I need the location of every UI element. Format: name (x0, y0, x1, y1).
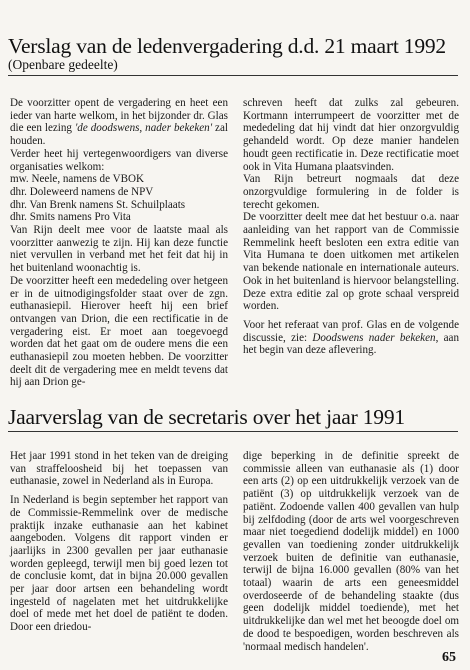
page-number: 65 (442, 650, 456, 665)
paragraph: dhr. Smits namens Pro Vita (10, 211, 131, 224)
article1-subtitle: (Openbare gedeelte) (8, 57, 118, 72)
paragraph: De voorzitter deelt mee dat het bestuur o.a. naar aanleiding van het rapport van de Commissie Remmelink heeft besloten een extra editie van Vita Humana te doen uitkomen met artikelen van bekende nationale en internationale auteurs. Ook in het buitenland is hiervoor belangstelling. Deze extra editie zal op grote schaal verspreid worden. (243, 211, 459, 313)
article2-title: Jaarverslag van de secretaris over het jaar 1991 (8, 405, 405, 429)
paragraph: Van Rijn deelt mee voor de laatste maal als voorzitter aanwezig te zijn. Hij kan deze functie niet vervullen in verband met het feit dat hij in het buitenland woonachtig is. (10, 224, 228, 275)
paragraph: Het jaar 1991 stond in het teken van de dreiging van straffeloosheid bij het toepassen van euthanasie, zowel in Nederland als in Europa. (10, 450, 228, 488)
divider (8, 431, 458, 432)
article2-right-column (243, 450, 459, 653)
paragraph: dhr. Van Brenk namens St. Schuilplaats (10, 198, 186, 211)
paragraph: schreven heeft dat zulks zal gebeuren. Kortmann interrumpeert de voorzitter met de mededeling dat hij vindt dat hier onzorgvuldig gehandeld wordt. Op deze manier handelen houdt geen rectificatie in. Deze rectificatie moet ook in Vita Humana plaatsvinden. (243, 97, 459, 173)
paragraph: dhr. Doleweerd namens de NPV (10, 185, 154, 198)
article2-left-column (10, 450, 228, 634)
article1-right-column (243, 97, 459, 357)
article1-title: Verslag van de ledenvergadering d.d. 21 maart 1992 (8, 34, 446, 58)
paragraph: In Nederland is begin september het rapport van de Commissie-Remmelink over de medische praktijk inzake euthanasie aan het kabinet aangeboden. Volgens dit rapport vinden er jaarlijks in 2300 gevallen per jaar euthanasie worden gepleegd, terwijl men bij goed lezen tot de conclusie komt, dat in bijna 20.000 gevallen per jaar door artsen een behandeling wordt ingesteld of nagelaten met het uitdrukkelijke doel of mede met het doel de patiënt te doden. Door een driedou- (10, 494, 228, 634)
paragraph: De voorzitter heeft een mededeling over hetgeen er in de uitnodigingsfolder staat over de zgn. euthanasiepil. Hierover heeft hij een brief ontvangen van Drion, die een rectificatie in de vergadering eist. Er moet aan toegevoegd worden dat het gaat om de oudere mens die een euthanasiepil zou moeten hebben. De voorzitter deelt dit de vergadering mee en meldt tevens dat hij aan Drion ge- (10, 274, 228, 389)
divider (8, 75, 458, 76)
paragraph: dige beperking in de definitie spreekt de commissie alleen van euthanasie als (1) door een arts (2) op een uitdrukkelijk verzoek van de patiënt (3) op uitdrukkelijk verzoek van de patiënt. Zodoende vallen 400 gevallen van hulp bij zelfdoding (door de arts wel voorgeschreven maar niet toegediend dodelijk middel) en 1000 gevallen van toediening zonder uitdrukkelijk verzoek buiten de definitie van euthanasie, terwijl de bijna 16.000 gevallen (80% van het totaal) waarin de arts een geneesmiddel overdoseerde of de behandeling staakte (dus geen dodelijk middel toediende), met het uitdrukkelijke dan wel met het beoogde doel om de dood te bespoedigen, worden beschreven als 'normaal medisch handelen'. (243, 450, 459, 653)
paragraph: De voorzitter opent de vergadering en heet een ieder van harte welkom, in het bijzonder dr. Glas die een lezing 'de doodswens, nader bekeken' zal houden. (10, 97, 228, 148)
paragraph: Voor het referaat van prof. Glas en de volgende discussie, zie: Doodswens nader bekeken, aan het begin van deze aflevering. (243, 318, 459, 357)
paragraph: mw. Neele, namens de VBOK (10, 173, 145, 186)
paragraph: Van Rijn betreurt nogmaals dat deze onzorgvuldige formulering in de folder is terecht gekomen. (243, 173, 459, 211)
article1-left-column (10, 97, 228, 389)
paragraph: Verder heet hij vertegenwoordigers van diverse organisaties welkom: (10, 147, 228, 173)
